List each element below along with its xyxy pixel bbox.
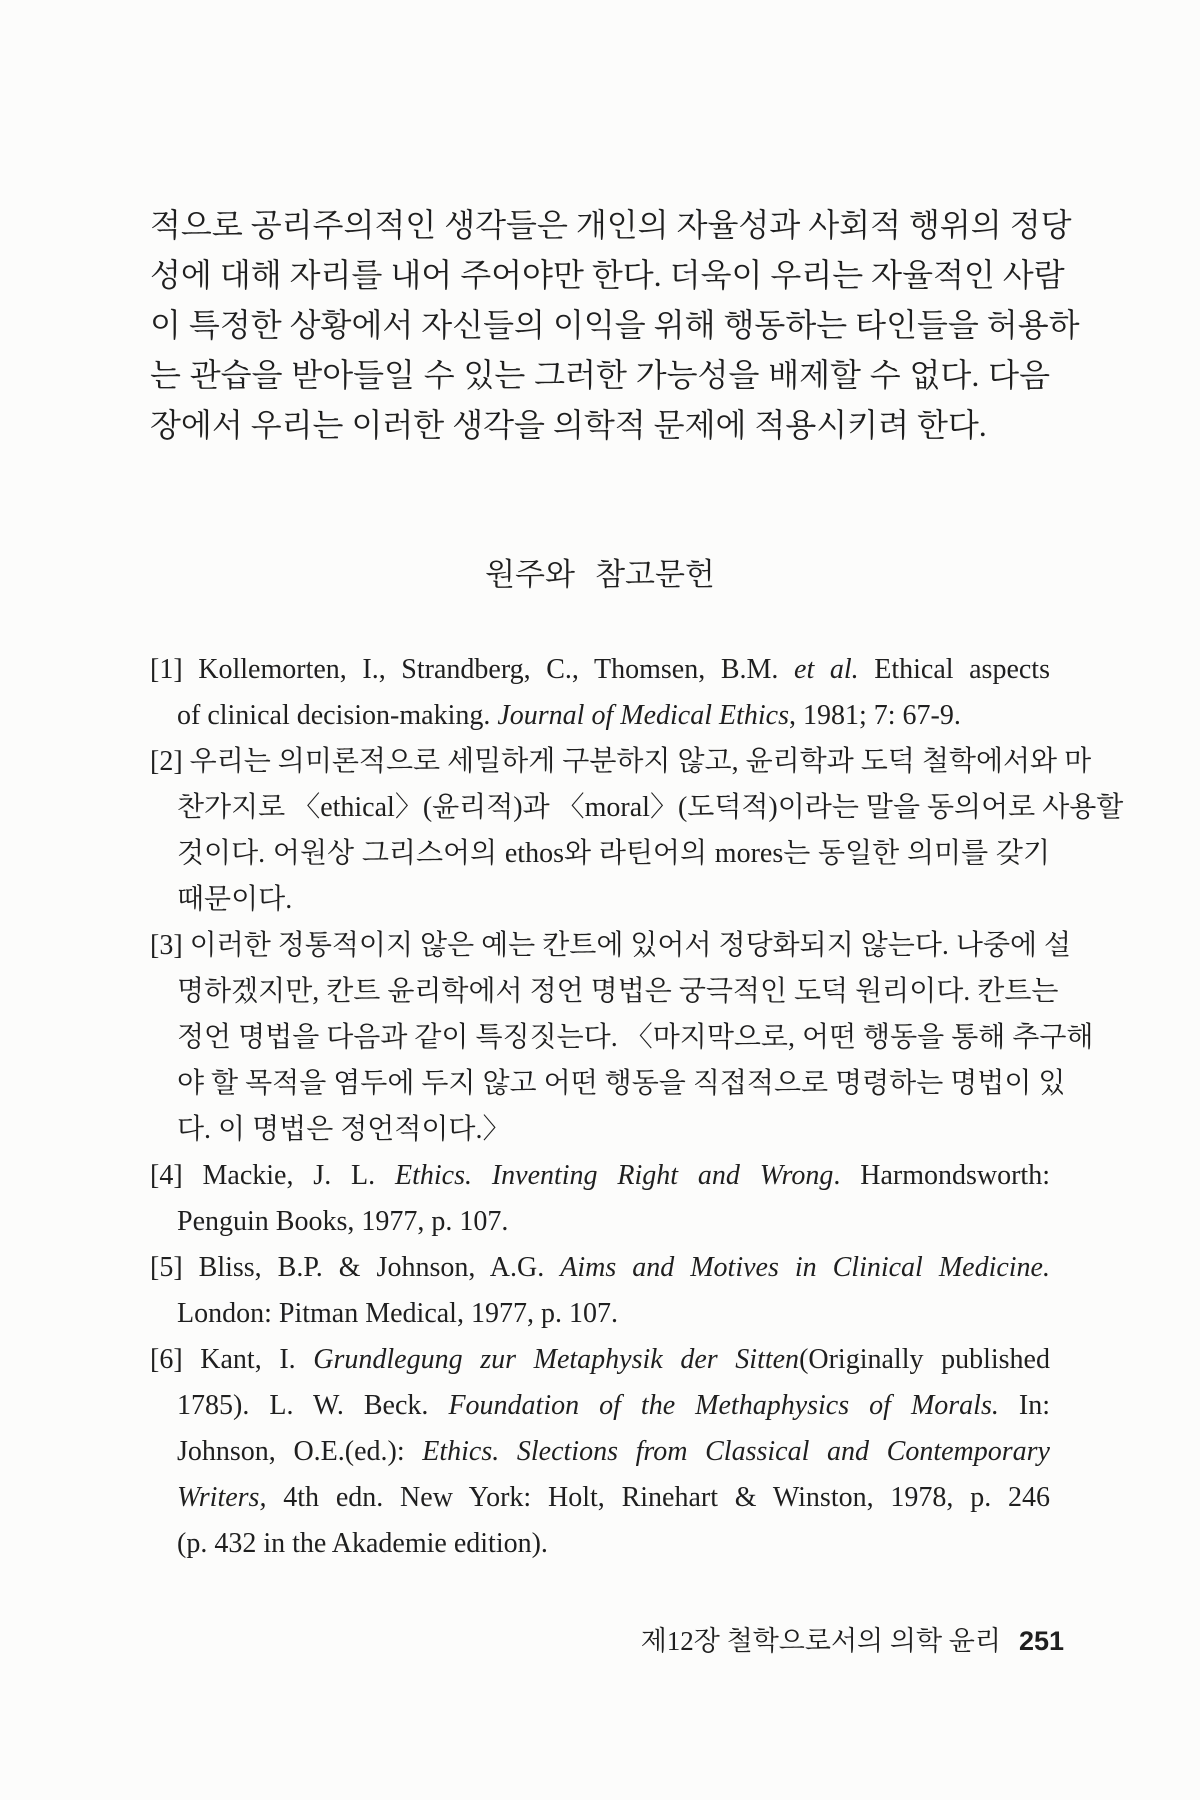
text-segment: [2] 우리는 의미론적으로 세밀하게 구분하지 않고, 윤리학과 도덕 철학에서와 마 (150, 746, 1092, 777)
text-segment: , 1981; 7: 67-9. (788, 700, 961, 731)
text-segment: 때문이다. (177, 884, 293, 915)
reference-line (150, 923, 1072, 969)
italic-title-segment: Ethics. Inventing Right and Wrong (394, 1160, 834, 1191)
text-segment: . Harmondsworth: (833, 1160, 1050, 1191)
paragraph-line (150, 400, 1050, 450)
text-segment: 4th edn. New York: Holt, Rinehart & Winston, 1978, p. 246 (266, 1482, 1050, 1513)
reference-line (150, 1153, 1050, 1199)
reference-line (150, 1245, 1050, 1291)
reference-line (150, 739, 1092, 785)
page-number: 251 (1018, 1626, 1064, 1656)
text-segment: Penguin Books, 1977, p. 107. (177, 1206, 509, 1237)
reference-line (150, 785, 1124, 831)
text-segment: [5] Bliss, B.P. & Johnson, A.G. (150, 1252, 561, 1283)
text-segment: of clinical decision-making. (177, 700, 498, 731)
reference-line (150, 1383, 1050, 1429)
text-segment: [1] Kollemorten, I., Strandberg, C., Thomsen, B.M. (150, 654, 795, 685)
text-segment: 장에서 우리는 이러한 생각을 의학적 문제에 적용시키려 한다. (150, 407, 987, 443)
reference-item (150, 1245, 1050, 1337)
reference-line (150, 1429, 1050, 1475)
section-heading: 원주와 참고문헌 (485, 557, 715, 592)
reference-line (150, 1107, 1050, 1153)
text-segment: 성에 대해 자리를 내어 주어야만 한다. 더욱이 우리는 자율적인 사람 (150, 257, 1065, 293)
text-segment: 1785). L. W. Beck. (177, 1390, 449, 1421)
reference-item (150, 1153, 1050, 1245)
text-segment: 야 할 목적을 염두에 두지 않고 어떤 행동을 직접적으로 명령하는 명법이 있 (177, 1068, 1066, 1099)
text-segment: Ethical aspects (858, 654, 1050, 685)
reference-line (150, 1291, 1050, 1337)
text-segment: Johnson, O.E.(ed.): (177, 1436, 423, 1467)
reference-item (150, 1337, 1050, 1567)
italic-title-segment: Aims and Motives in Clinical Medicine. (560, 1252, 1050, 1283)
body-paragraph (150, 200, 1080, 450)
text-segment: [4] Mackie, J. L. (150, 1160, 395, 1191)
reference-item (150, 923, 1094, 1153)
reference-item (150, 647, 1050, 739)
paragraph-line (150, 250, 1065, 300)
italic-title-segment: et al. (794, 654, 859, 685)
italic-title-segment: Journal of Medical Ethics (497, 700, 789, 731)
text-segment: 정언 명법을 다음과 같이 특징짓는다. 〈마지막으로, 어떤 행동을 통해 추구해 (177, 1022, 1094, 1053)
reference-line (150, 1337, 1050, 1383)
paragraph-line (150, 350, 1050, 400)
reference-line (150, 877, 1050, 923)
text-segment: 는 관습을 받아들일 수 있는 그러한 가능성을 배제할 수 없다. 다음 (150, 357, 1050, 393)
reference-item (150, 739, 1124, 923)
reference-line (150, 1061, 1066, 1107)
chapter-title: 제12장 철학으로서의 의학 윤리 (640, 1626, 1001, 1656)
reference-line (150, 831, 1050, 877)
reference-line (150, 1015, 1094, 1061)
references-list (150, 647, 1124, 1567)
reference-line (150, 647, 1050, 693)
italic-title-segment: Foundation of the Methaphysics of Morals. (448, 1390, 999, 1421)
text-segment: (p. 432 in the Akademie edition). (177, 1528, 548, 1559)
italic-title-segment: Ethics. Slections from Classical and Contemporary (422, 1436, 1050, 1467)
italic-title-segment: Grundlegung zur Metaphysik der Sitten (313, 1344, 800, 1375)
text-segment: 적으로 공리주의적인 생각들은 개인의 자율성과 사회적 행위의 정당 (150, 207, 1072, 243)
text-segment: In: (998, 1390, 1051, 1421)
text-segment: [3] 이러한 정통적이지 않은 예는 칸트에 있어서 정당화되지 않는다. 나중에 설 (150, 930, 1072, 961)
text-segment: (Originally published (799, 1344, 1050, 1375)
reference-line (150, 1521, 1050, 1567)
page-footer (150, 1623, 1064, 1659)
reference-line (150, 693, 1050, 739)
paragraph-line (150, 300, 1080, 350)
text-segment: 다. 이 명법은 정언적이다.〉 (177, 1114, 511, 1145)
italic-title-segment: Writers, (177, 1482, 267, 1513)
text-segment: London: Pitman Medical, 1977, p. 107. (177, 1298, 618, 1329)
paragraph-line (150, 200, 1072, 250)
text-segment: 이 특정한 상황에서 자신들의 이익을 위해 행동하는 타인들을 허용하 (150, 307, 1080, 343)
reference-line (150, 1475, 1050, 1521)
reference-line (150, 1199, 1050, 1245)
page-content (150, 0, 1124, 1659)
reference-line (150, 969, 1059, 1015)
text-segment: 것이다. 어원상 그리스어의 ethos와 라틴어의 mores는 동일한 의미를 갖기 (177, 838, 1050, 869)
text-segment: 찬가지로 〈ethical〉(윤리적)과 〈moral〉(도덕적)이라는 말을 동의어로 사용할 (177, 792, 1124, 823)
text-segment: 명하겠지만, 칸트 윤리학에서 정언 명법은 궁극적인 도덕 원리이다. 칸트는 (177, 976, 1059, 1007)
text-segment: [6] Kant, I. (150, 1344, 314, 1375)
